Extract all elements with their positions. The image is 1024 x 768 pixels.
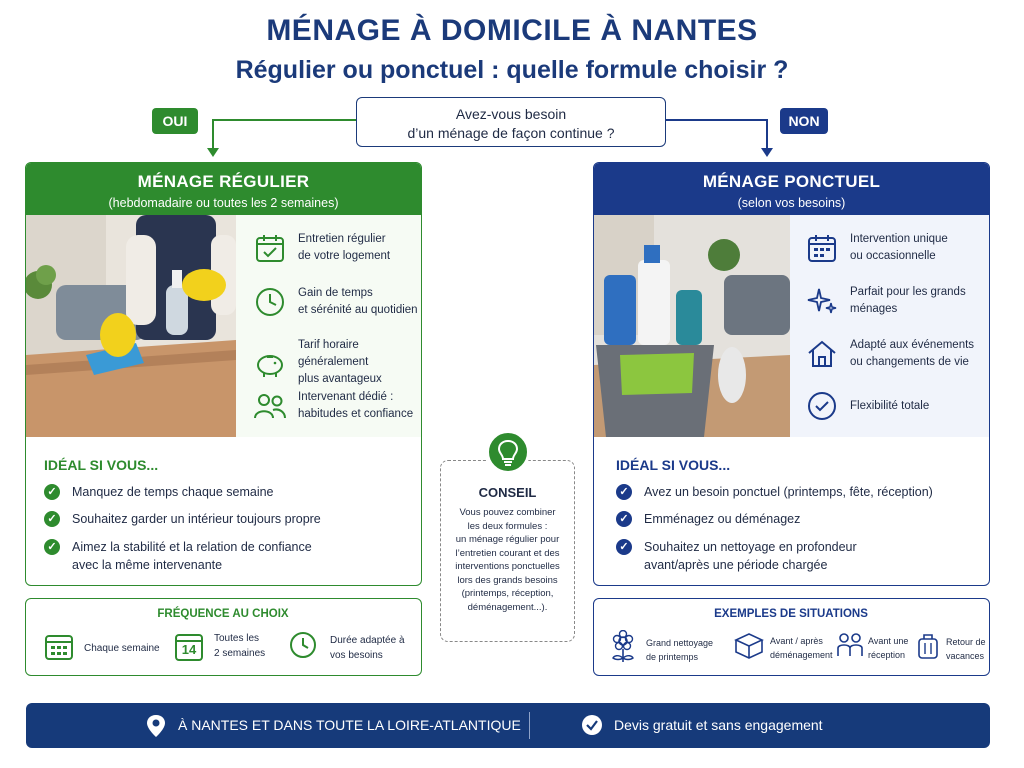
regular-subheading: (hebdomadaire ou toutes les 2 semaines): [108, 196, 339, 210]
feature-text: ou changements de vie: [850, 356, 969, 368]
feature-text: de votre logement: [298, 250, 391, 262]
check-icon: ✓: [616, 511, 632, 527]
regular-feature-1: [252, 230, 390, 266]
tip-line: l’entretien courant et des: [455, 547, 560, 559]
feature-text: habitudes et confiance: [298, 408, 414, 420]
occasional-feature-1: [804, 230, 948, 266]
occasional-cleaning-panel: [593, 162, 990, 586]
regular-heading: MÉNAGE RÉGULIER: [137, 172, 310, 191]
check-icon: ✓: [44, 511, 60, 527]
occasional-feature-4: [804, 388, 929, 424]
check-circle-icon: [804, 388, 840, 424]
ideal-text: Manquez de temps chaque semaine: [72, 485, 274, 499]
example-text: Avant une: [868, 635, 909, 646]
regular-ideal-title: IDÉAL SI VOUS...: [44, 457, 159, 473]
check-circle-icon: [581, 714, 603, 741]
regular-ideal-item: [44, 538, 312, 574]
regular-cleaning-photo: [26, 215, 236, 437]
footer-location: À NANTES ET DANS TOUTE LA LOIRE-ATLANTIQUE: [178, 717, 521, 733]
example-text: déménagement: [770, 649, 833, 660]
check-icon: ✓: [44, 484, 60, 500]
check-icon: ✓: [44, 539, 60, 555]
regular-ideal-item: [44, 510, 321, 528]
lightbulb-icon: [486, 430, 530, 474]
frequency-box: [25, 598, 422, 676]
feature-text: Gain de temps: [298, 287, 373, 299]
tip-line: Vous pouvez combiner: [459, 507, 556, 518]
question-line-1: Avez-vous besoin: [455, 106, 567, 122]
people-icon: [252, 388, 288, 424]
cleaning-bucket-illustration: [594, 215, 790, 437]
feature-text: et sérénité au quotidien: [298, 304, 418, 316]
occasional-feature-3: [804, 336, 974, 372]
regular-feature-3: [252, 337, 421, 388]
frequency-weekly: [44, 631, 160, 666]
occasional-feature-2: [804, 283, 966, 319]
occasional-ideal-item: [616, 483, 933, 501]
example-text: Grand nettoyage: [646, 637, 714, 648]
cleaning-person-illustration: [26, 215, 236, 437]
regular-cleaning-panel: [25, 162, 422, 586]
yes-tag: OUI: [152, 108, 198, 134]
question-line-2: d’un ménage de façon continue ?: [407, 125, 615, 141]
regular-ideal-item: [44, 483, 274, 501]
ideal-text: avant/après une période chargée: [644, 558, 828, 572]
sparkles-icon: [804, 283, 840, 319]
clock-icon: [288, 630, 318, 665]
piggy-bank-icon: [252, 345, 288, 381]
calendar-icon: [44, 631, 74, 666]
tip-box: [440, 460, 575, 642]
feature-text: Adapté aux événements: [850, 339, 975, 351]
frequency-text: Chaque semaine: [84, 643, 160, 654]
occasional-subheading: (selon vos besoins): [737, 196, 846, 210]
frequency-title: FRÉQUENCE AU CHOIX: [157, 608, 289, 620]
example-text: Avant / après: [770, 635, 823, 646]
regular-feature-2: [252, 284, 418, 320]
ideal-text: Souhaitez garder un intérieur toujours propre: [72, 512, 321, 526]
occasional-cleaning-photo: [594, 215, 790, 437]
ideal-text: Emménagez ou déménagez: [644, 512, 801, 526]
calendar-14-icon: [174, 630, 204, 662]
tip-line: déménagement...).: [467, 601, 548, 613]
example-moving: [734, 630, 833, 665]
feature-text: Intervenant dédié :: [298, 391, 394, 403]
calendar-icon: [804, 230, 840, 266]
occasional-ideal-item: [616, 538, 857, 574]
example-spring: [608, 630, 713, 669]
feature-text: ou occasionnelle: [850, 250, 936, 262]
check-icon: ✓: [616, 539, 632, 555]
tip-title: CONSEIL: [478, 485, 537, 500]
ideal-text: Souhaitez un nettoyage en profondeur: [644, 540, 857, 554]
suitcase-icon: [916, 632, 940, 665]
examples-title: EXEMPLES DE SITUATIONS: [714, 608, 868, 620]
frequency-text: 2 semaines: [214, 648, 266, 659]
frequency-text: Toutes les: [214, 633, 260, 644]
page-title: MÉNAGE À DOMICILE À NANTES: [266, 14, 758, 47]
page-subtitle: Régulier ou ponctuel : quelle formule choisir ?: [235, 56, 789, 84]
tip-line: (printemps, réception,: [461, 588, 554, 599]
house-icon: [804, 336, 840, 372]
footer-divider: [529, 712, 530, 739]
occasional-heading: MÉNAGE PONCTUEL: [702, 172, 881, 191]
calendar-badge: 14: [181, 642, 197, 657]
example-text: Retour de: [946, 636, 986, 647]
check-icon: ✓: [616, 484, 632, 500]
feature-text: Intervention unique: [850, 233, 948, 245]
regular-header: [26, 163, 421, 215]
feature-text: Flexibilité totale: [850, 399, 930, 412]
feature-text: ménages: [850, 303, 898, 315]
frequency-biweekly: [174, 630, 265, 662]
example-text: réception: [868, 649, 906, 660]
frequency-text: Durée adaptée à: [330, 634, 405, 646]
frequency-text: vos besoins: [330, 649, 383, 661]
example-text: vacances: [946, 650, 985, 661]
feature-text: Parfait pour les grands: [850, 286, 966, 298]
tip-line: les deux formules :: [467, 520, 548, 532]
feature-text: Tarif horaire généralement: [298, 339, 369, 368]
ideal-text: Aimez la stabilité et la relation de confiance: [72, 540, 312, 554]
people-icon: [836, 632, 864, 663]
ideal-text: Avez un besoin ponctuel (printemps, fête, réception): [644, 485, 933, 499]
tip-text: [441, 506, 574, 614]
flower-icon: [608, 630, 638, 669]
tip-line: interventions ponctuelles: [455, 561, 560, 572]
regular-feature-4: [252, 388, 413, 424]
no-tag: NON: [780, 108, 828, 134]
decision-question: [356, 97, 666, 147]
tip-line: un ménage régulier pour: [455, 534, 560, 545]
box-icon: [734, 630, 764, 665]
occasional-ideal-title: IDÉAL SI VOUS...: [616, 457, 731, 473]
example-vacation: [916, 632, 986, 665]
tip-line: lors des grands besoins: [457, 574, 558, 586]
clock-icon: [252, 284, 288, 320]
calendar-check-icon: [252, 230, 288, 266]
location-pin-icon: [146, 714, 166, 743]
examples-box: [593, 598, 990, 676]
footer-quote: Devis gratuit et sans engagement: [614, 717, 823, 733]
frequency-adapted: [288, 630, 405, 665]
feature-text: Entretien régulier: [298, 233, 386, 245]
ideal-text: avec la même intervenante: [72, 558, 223, 572]
example-text: de printemps: [646, 651, 699, 662]
occasional-header: [594, 163, 989, 215]
occasional-ideal-item: [616, 510, 800, 528]
footer-banner: [26, 703, 990, 748]
feature-text: plus avantageux: [298, 373, 382, 385]
example-reception: [836, 632, 908, 663]
